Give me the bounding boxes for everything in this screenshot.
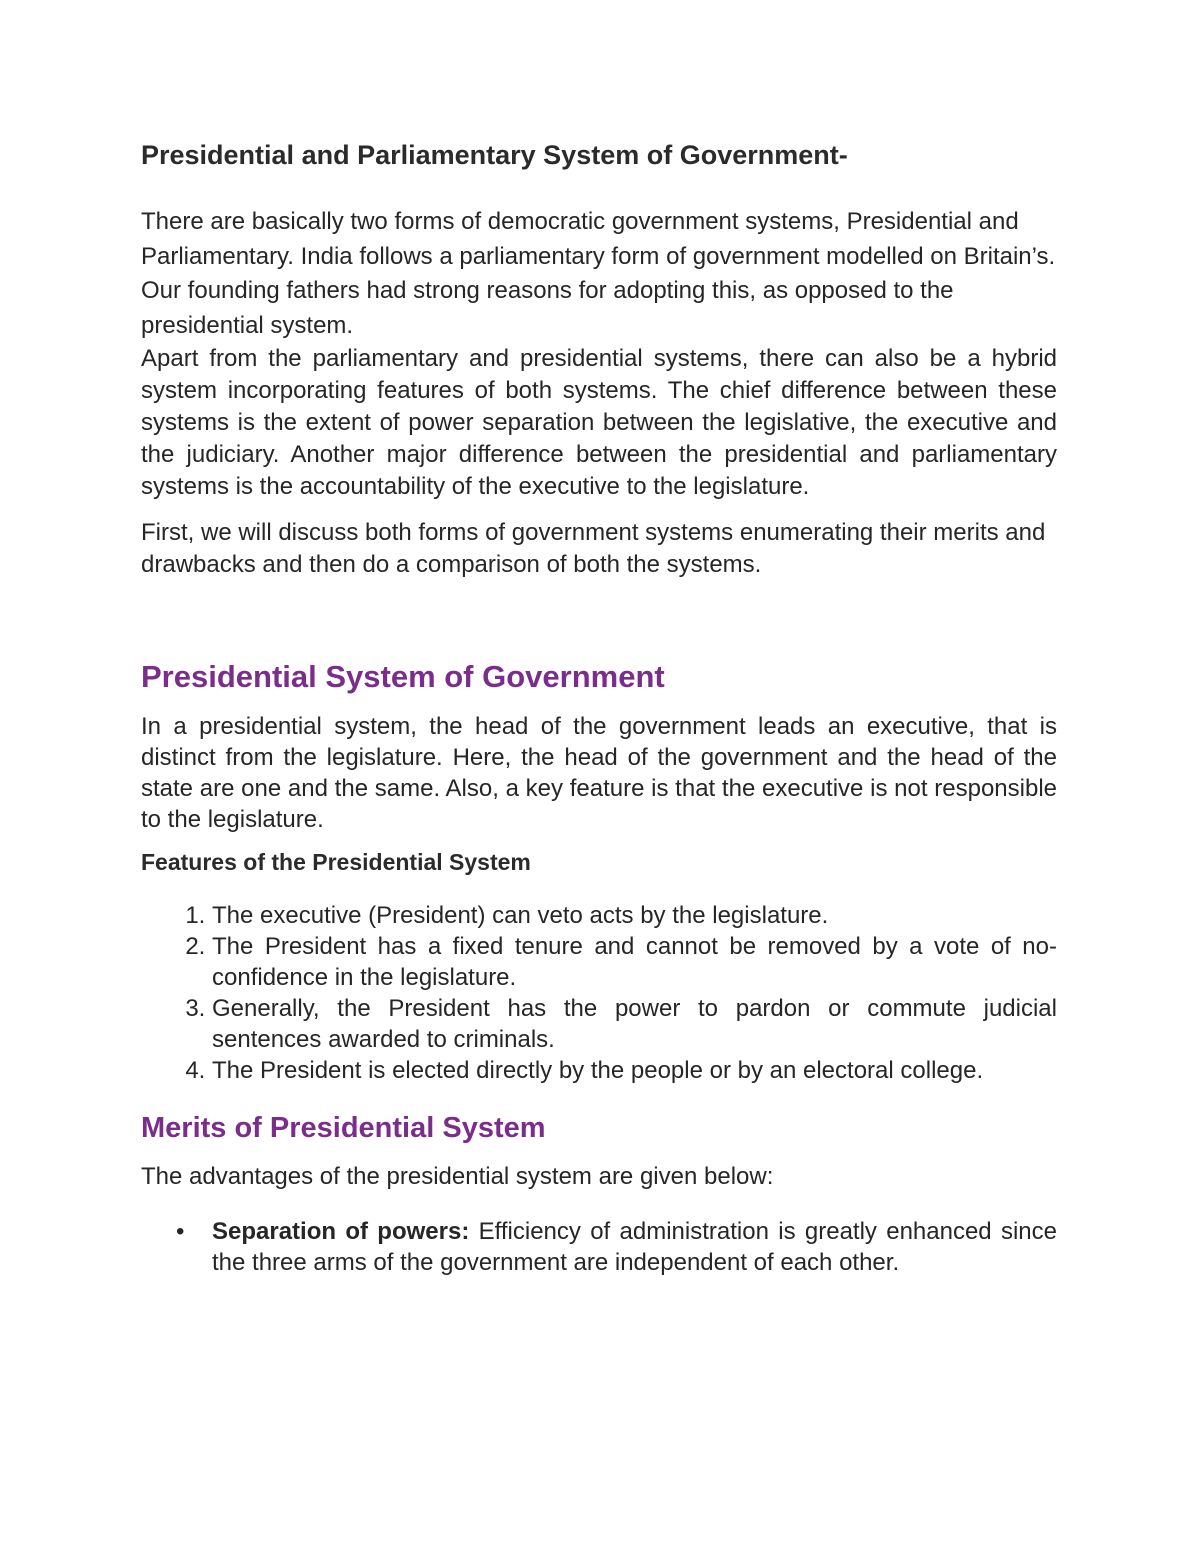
merits-intro: The advantages of the presidential system are given below: [141, 1163, 774, 1190]
presidential-heading: Presidential System of Government [141, 659, 665, 694]
bullet-icon: • [176, 1218, 185, 1245]
features-list [141, 900, 1057, 1086]
intro-paragraph-3: First, we will discuss both forms of government systems enumerating their merits and drawbacks and then do a comparison of both the systems. [141, 519, 1046, 578]
features-heading: Features of the Presidential System [141, 849, 531, 875]
list-item: 3. Generally, the President has the power to pardon or commute judicial sentences awarded to criminals. [212, 993, 1057, 1055]
list-item: 1. The executive (President) can veto acts by the legislature. [212, 900, 1057, 931]
merit-text: Efficiency of administration is greatly enhanced since the three arms of the government are independent of each other. [212, 1218, 1057, 1276]
list-item: 2. The President has a fixed tenure and cannot be removed by a vote of no-confidence in the legislature. [212, 931, 1057, 993]
intro-paragraph-2: Apart from the parliamentary and presidential systems, there can also be a hybrid system incorporating features of both systems. The chief difference between these systems is the extent of power separation between the legislative, the executive and the judiciary. Another major difference between the presidential and parliamentary systems is the accountability of the executive to the legislature. [141, 345, 1057, 500]
merits-heading: Merits of Presidential System [141, 1112, 546, 1144]
merit-term: Separation of powers: [212, 1218, 470, 1245]
document-content [141, 140, 1057, 1278]
list-item: 4. The President is elected directly by the people or by an electoral college. [212, 1055, 1057, 1086]
merits-list [141, 1216, 1057, 1278]
document-title: Presidential and Parliamentary System of Government- [141, 140, 848, 170]
intro-paragraph-1: There are basically two forms of democratic government systems, Presidential and Parliamentary. India follows a parliamentary form of government modelled on Britain’s. Our founding fathers had strong reasons for adopting this, as opposed to the presidential system. [141, 208, 1056, 339]
presidential-description: In a presidential system, the head of the government leads an executive, that is distinct from the legislature. Here, the head of the government and the head of the state are one and the same. Also, a key feature is that the executive is not responsible to the legislature. [141, 713, 1057, 833]
list-item [176, 1216, 1057, 1278]
